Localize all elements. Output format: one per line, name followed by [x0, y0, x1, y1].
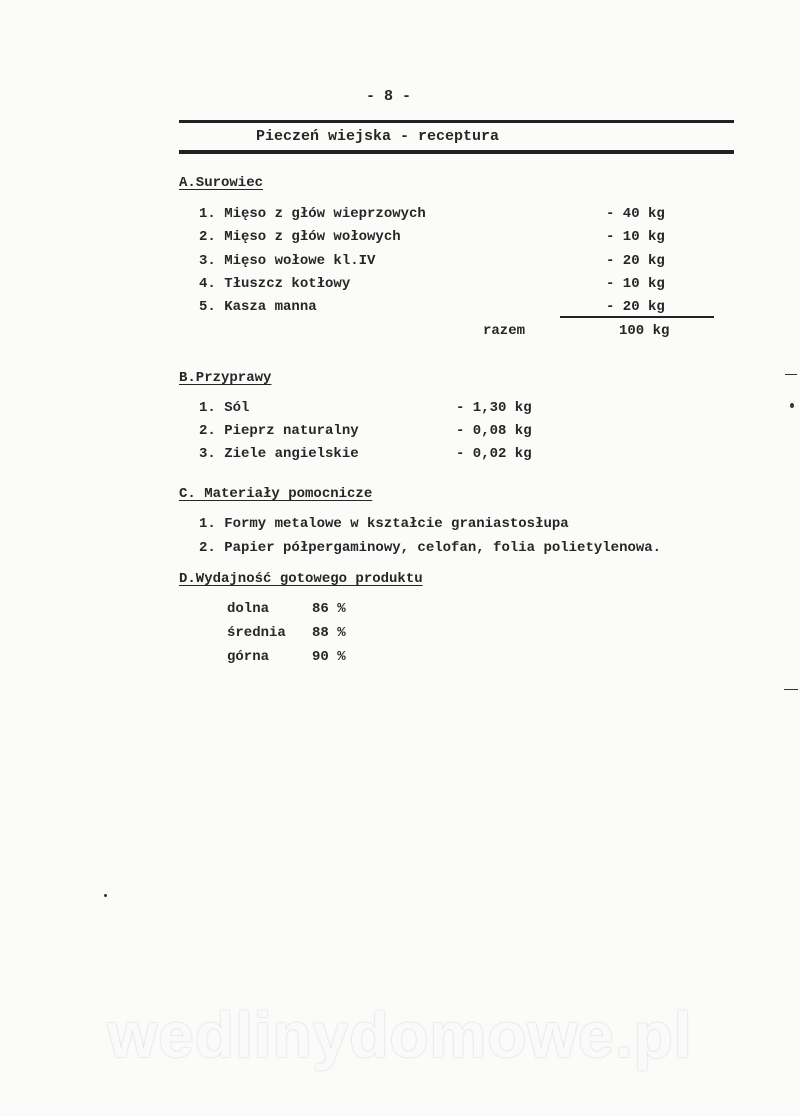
auxiliary-material-item: 2. Papier półpergaminowy, celofan, folia polietylenowa.	[199, 540, 662, 556]
section-c-heading: C. Materiały pomocnicze	[179, 486, 373, 502]
spice-amount: - 0,08 kg	[456, 423, 532, 439]
section-d-heading: D.Wydajność gotowego produktu	[179, 571, 423, 587]
raw-material-item: 1. Mięso z głów wieprzowych	[199, 206, 426, 222]
raw-material-item: 3. Mięso wołowe kl.IV	[199, 253, 376, 269]
yield-label: górna	[227, 649, 270, 665]
spice-amount: - 1,30 kg	[456, 400, 532, 416]
yield-label: średnia	[227, 625, 286, 641]
sum-rule	[560, 316, 714, 318]
spice-item: 3. Ziele angielskie	[199, 446, 359, 462]
raw-material-amount: - 10 kg	[606, 229, 665, 245]
scan-speck	[784, 689, 798, 690]
title-top-rule	[179, 120, 734, 123]
document-title: Pieczeń wiejska - receptura	[256, 128, 500, 145]
raw-material-amount: - 20 kg	[606, 299, 665, 315]
yield-value: 88 %	[312, 625, 346, 641]
scan-speck	[104, 894, 107, 897]
section-b-heading: B.Przyprawy	[179, 370, 272, 386]
spice-item: 2. Pieprz naturalny	[199, 423, 359, 439]
raw-material-amount: - 40 kg	[606, 206, 665, 222]
raw-material-item: 5. Kasza manna	[199, 299, 317, 315]
page-number: - 8 -	[366, 88, 412, 105]
yield-label: dolna	[227, 601, 270, 617]
section-a-heading: A.Surowiec	[179, 175, 264, 191]
total-value: 100 kg	[619, 323, 670, 339]
yield-value: 90 %	[312, 649, 346, 665]
title-bottom-rule	[179, 150, 734, 154]
raw-material-amount: - 10 kg	[606, 276, 665, 292]
scan-speck	[790, 403, 794, 408]
yield-value: 86 %	[312, 601, 346, 617]
spice-item: 1. Sól	[199, 400, 250, 416]
raw-material-item: 4. Tłuszcz kotłowy	[199, 276, 351, 292]
watermark: wedlinydomowe.pl	[107, 999, 693, 1071]
raw-material-item: 2. Mięso z głów wołowych	[199, 229, 401, 245]
raw-material-amount: - 20 kg	[606, 253, 665, 269]
scan-speck	[785, 374, 797, 375]
spice-amount: - 0,02 kg	[456, 446, 532, 462]
total-label: razem	[483, 323, 526, 339]
auxiliary-material-item: 1. Formy metalowe w kształcie graniastosłupa	[199, 516, 569, 532]
